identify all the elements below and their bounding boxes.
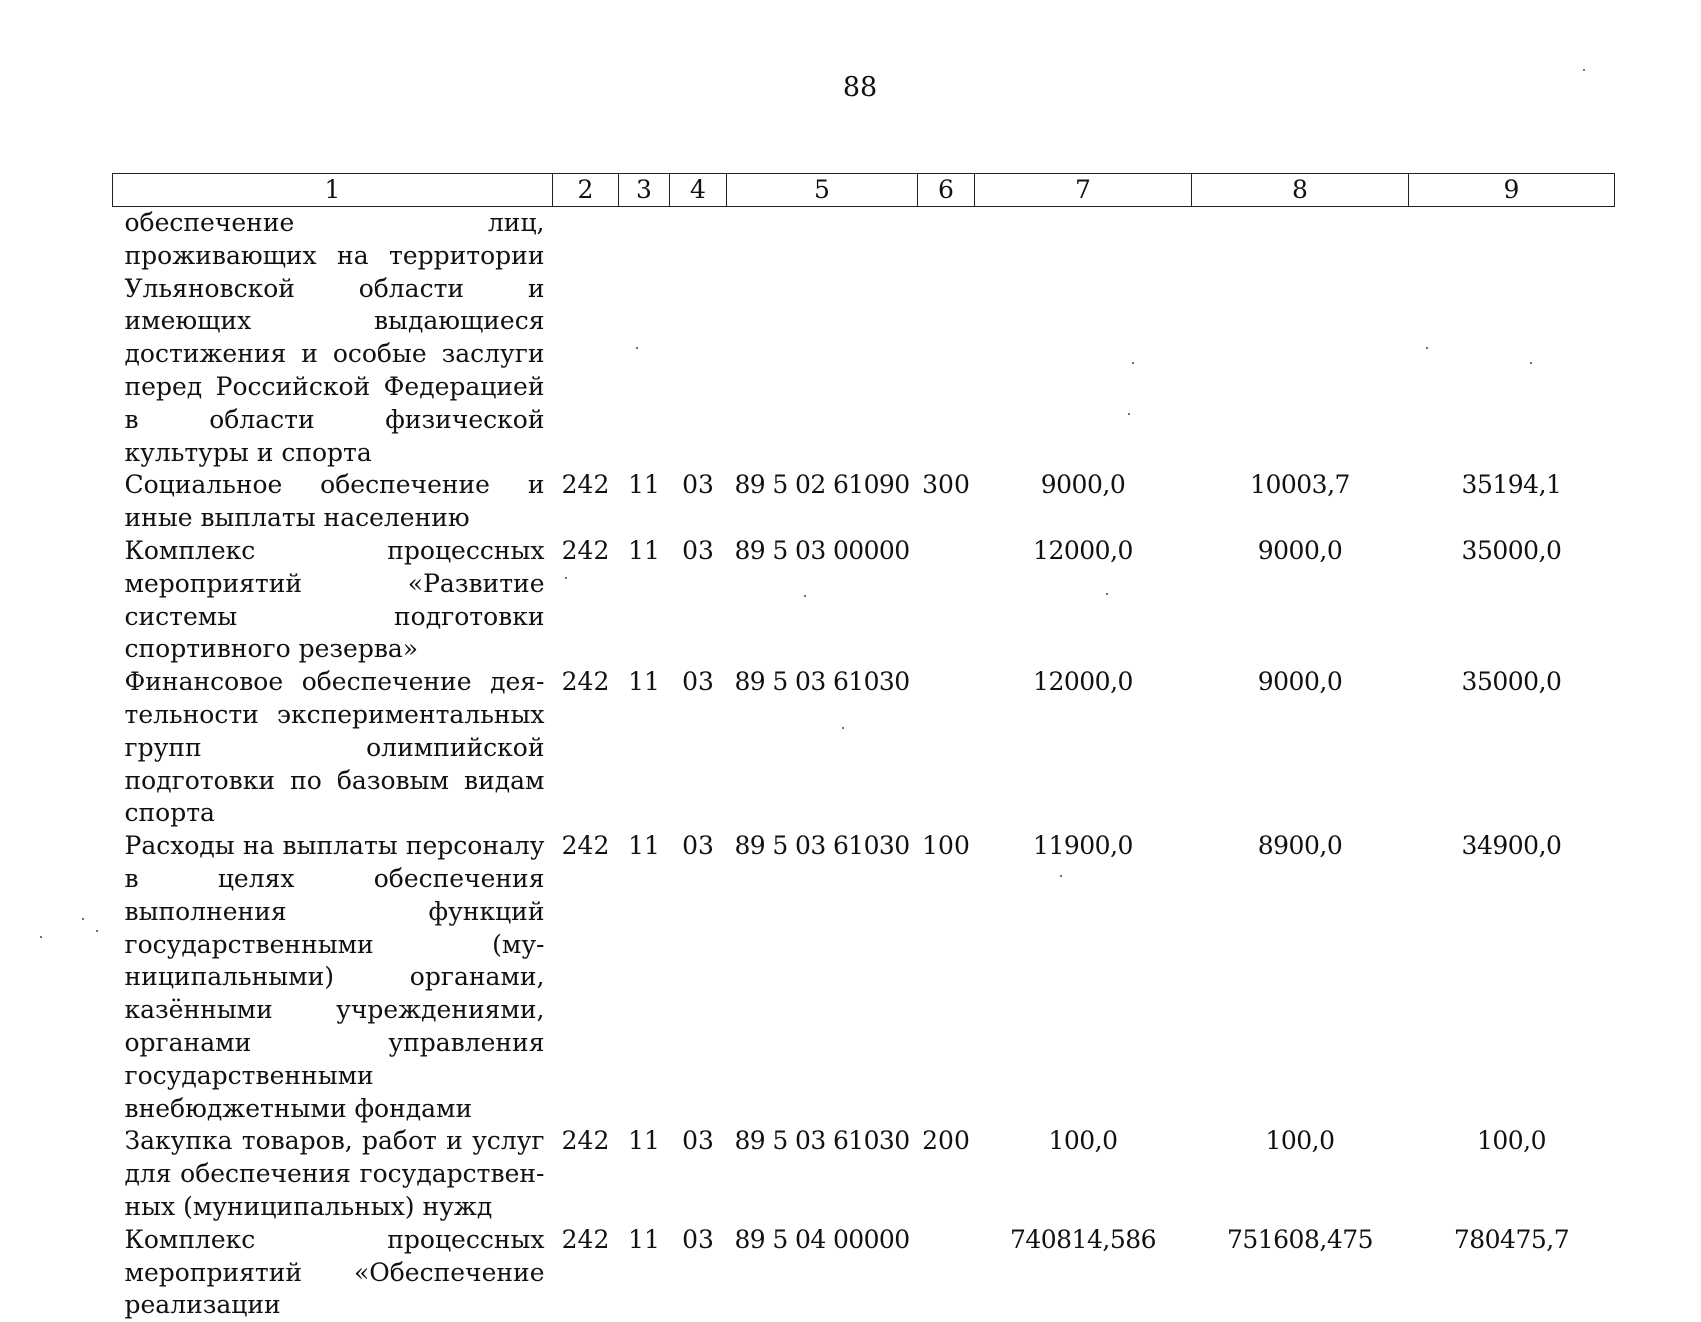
cell-c7: 12000,0	[1033, 535, 1133, 565]
scan-speck	[40, 936, 42, 938]
cell-c9	[1409, 207, 1615, 470]
cell-c7: 9000,0	[1040, 470, 1126, 500]
cell-c7: 12000,0	[1033, 667, 1133, 697]
row-name: Расходы на выплаты персоналу в целях обеспечения выполнения функций государственными (муниципальными) органами, казёнными учреждениями, органами управления государственными внебюджетными фондами	[124, 831, 545, 1123]
cell-c3: 11	[628, 1224, 660, 1254]
cell-c5: 89 5 03 61030	[734, 831, 910, 861]
cell-c2: 242	[561, 667, 610, 697]
cell-c8: 9000,0	[1257, 667, 1343, 697]
header-col-2: 2	[553, 174, 619, 207]
row-name: Финансовое обеспечение деятельности экспериментальных групп олимпийской подготовки по базовым видам спорта	[124, 667, 545, 828]
cell-c6	[918, 666, 975, 830]
cell-c7: 740814,586	[1009, 1224, 1157, 1254]
cell-c9: 34900,0	[1461, 831, 1562, 861]
cell-c5: 89 5 04 00000	[734, 1224, 910, 1254]
cell-c9: 35194,1	[1461, 470, 1562, 500]
table-row	[113, 830, 1615, 1125]
header-col-3: 3	[619, 174, 670, 207]
header-col-9: 9	[1409, 174, 1615, 207]
cell-c6	[918, 1224, 975, 1322]
scan-speck	[1583, 69, 1585, 71]
cell-c4: 03	[682, 831, 714, 861]
cell-c9: 35000,0	[1461, 667, 1562, 697]
table-row	[113, 1224, 1615, 1322]
budget-table	[112, 173, 1615, 1322]
cell-c5: 89 5 02 61090	[734, 470, 910, 500]
cell-c6	[918, 535, 975, 666]
cell-c3: 11	[628, 535, 660, 565]
scan-speck	[1060, 875, 1062, 877]
scan-speck	[804, 595, 806, 597]
row-name: Закупка товаров, работ и услуг для обеспечения государственных (муниципальных) нужд	[124, 1126, 545, 1221]
cell-c5	[727, 207, 918, 470]
cell-c4	[670, 207, 727, 470]
table-row	[113, 666, 1615, 830]
cell-c7: 11900,0	[1033, 831, 1133, 861]
cell-c3: 11	[628, 470, 660, 500]
table-row	[113, 535, 1615, 666]
cell-c9: 100,0	[1476, 1126, 1547, 1156]
row-name: Социальное обеспечение и иные выплаты населению	[124, 470, 545, 533]
header-col-8: 8	[1192, 174, 1409, 207]
cell-c4: 03	[682, 535, 714, 565]
cell-c8: 100,0	[1265, 1126, 1335, 1156]
scan-speck	[1530, 362, 1532, 364]
scan-speck	[842, 727, 844, 729]
row-name: Комплекс процессных мероприятий «Развитие системы подготовки спортивного резерва»	[124, 535, 545, 664]
cell-c8	[1192, 207, 1409, 470]
cell-c3: 11	[628, 667, 660, 697]
cell-c3: 11	[628, 1126, 660, 1156]
row-name: Комплекс процессных мероприятий «Обеспечение реализации	[124, 1224, 545, 1320]
header-col-1: 1	[113, 174, 553, 207]
cell-c7	[975, 207, 1192, 470]
cell-c3	[619, 207, 670, 470]
cell-c4: 03	[682, 1126, 714, 1156]
scan-speck	[1426, 347, 1428, 349]
table-row	[113, 1125, 1615, 1223]
cell-c8: 751608,475	[1226, 1224, 1374, 1254]
cell-c2: 242	[561, 1224, 610, 1254]
scan-speck	[96, 930, 98, 932]
cell-c8: 9000,0	[1257, 535, 1343, 565]
cell-c6: 100	[922, 831, 970, 861]
cell-c4: 03	[682, 667, 714, 697]
scan-speck	[1132, 362, 1134, 364]
table-header	[113, 174, 1615, 207]
cell-c9: 35000,0	[1461, 535, 1562, 565]
row-name: обеспечение лиц, проживающих на территории Ульяновской области и имеющих выдающиеся достижения и особые заслуги перед Российской Федерацией в области физической культуры и спорта	[124, 208, 545, 467]
cell-c2: 242	[561, 535, 610, 565]
cell-c5: 89 5 03 61030	[734, 1126, 910, 1156]
table-row	[113, 469, 1615, 535]
scan-speck	[82, 918, 84, 920]
cell-c3: 11	[628, 831, 660, 861]
cell-c5: 89 5 03 61030	[734, 667, 910, 697]
cell-c2: 242	[561, 831, 610, 861]
page-number: 88	[842, 72, 878, 103]
cell-c9: 780475,7	[1453, 1224, 1570, 1254]
cell-c2: 242	[561, 1126, 610, 1156]
cell-c7: 100,0	[1048, 1126, 1118, 1156]
cell-c4: 03	[682, 470, 714, 500]
scan-speck	[565, 577, 567, 579]
cell-c5: 89 5 03 00000	[734, 535, 910, 565]
table-row	[113, 207, 1615, 470]
header-col-4: 4	[670, 174, 727, 207]
cell-c6: 300	[922, 470, 970, 500]
scan-speck	[636, 347, 638, 349]
cell-c6: 200	[922, 1126, 970, 1156]
cell-c4: 03	[682, 1224, 714, 1254]
header-col-5: 5	[727, 174, 918, 207]
cell-c8: 8900,0	[1257, 831, 1343, 861]
header-col-6: 6	[918, 174, 975, 207]
cell-c6	[918, 207, 975, 470]
scan-speck	[1128, 413, 1130, 415]
header-col-7: 7	[975, 174, 1192, 207]
scan-speck	[1106, 593, 1108, 595]
cell-c8: 10003,7	[1250, 470, 1350, 500]
cell-c2: 242	[561, 470, 610, 500]
cell-c2	[553, 207, 619, 470]
